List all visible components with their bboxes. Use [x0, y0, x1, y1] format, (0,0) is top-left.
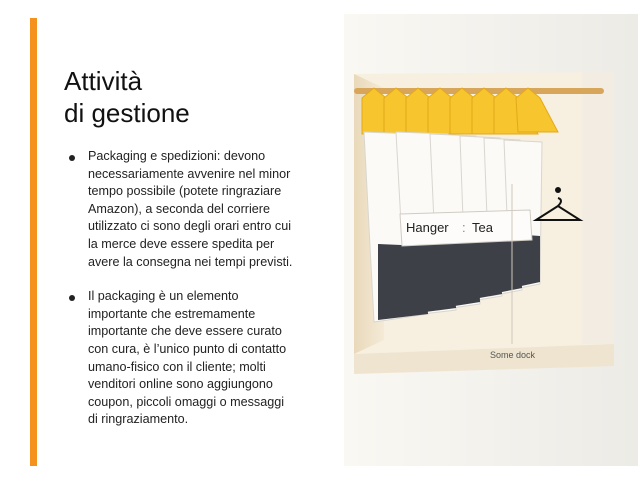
- bullet-dot-icon: [69, 295, 75, 301]
- svg-text::: :: [462, 220, 466, 235]
- title-line-1: Attività: [64, 66, 143, 97]
- bullet-dot-icon: [69, 155, 75, 161]
- bullet-text: Packaging e spedizioni: devono necessariamente avvenire nel minor tempo possibile (potete ringraziare Amazon), a seconda del corriere utilizzato ci sono degli orari entro cui la merce deve essere spedita per avere la consegna nei tempi previsti.: [88, 149, 293, 269]
- bullet-list: [66, 148, 296, 446]
- box-bottom-text: Some dock: [490, 350, 536, 360]
- bullet-item: [66, 288, 296, 429]
- tea-box-illustration: [344, 14, 638, 466]
- product-photo: [344, 14, 638, 466]
- box-label-brand: Hanger: [406, 220, 449, 235]
- bullet-text: Il packaging è un elemento importante che estremamente importante che deve essere curato con cura, è l’unico punto di contatto umano-fisico con il cliente; molti venditori online sono aggiungono coupon, piccoli omaggi o messaggi di ringraziamento.: [88, 289, 287, 427]
- box-label-product: Tea: [472, 220, 493, 235]
- slide-title: [64, 65, 334, 129]
- title-line-2: di gestione: [64, 98, 190, 129]
- bullet-item: [66, 148, 296, 271]
- accent-bar: [30, 18, 37, 466]
